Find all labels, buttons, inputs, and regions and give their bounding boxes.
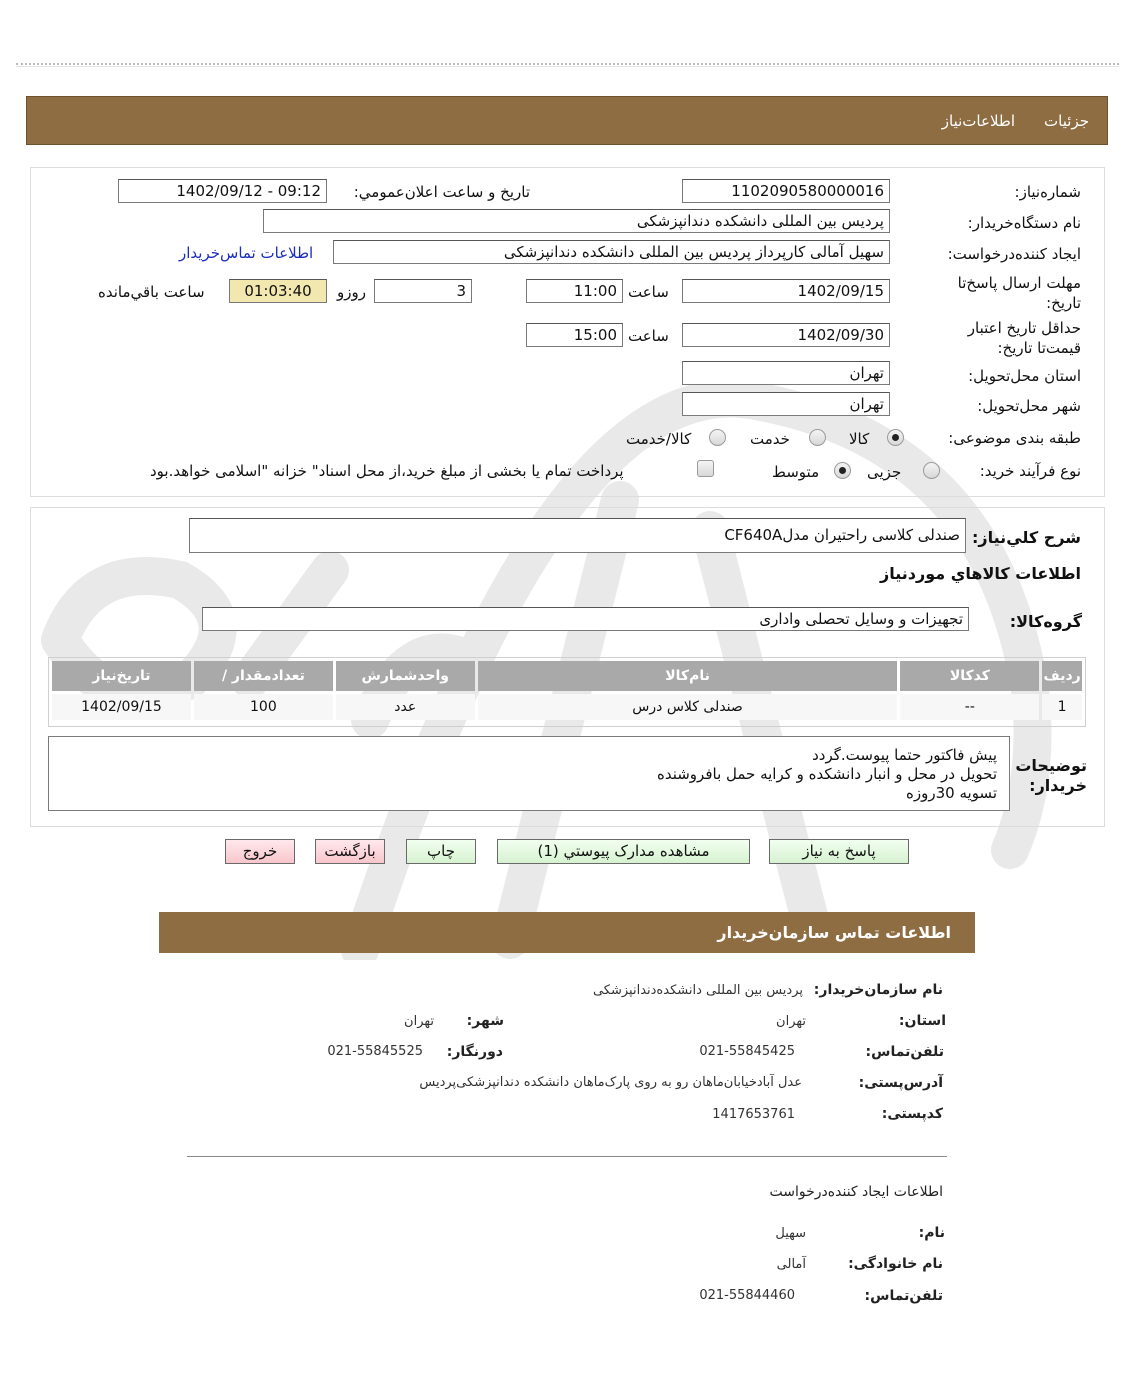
group-label: گروه‌کالا: — [1009, 612, 1082, 631]
category-goods-label: کالا — [849, 430, 870, 448]
tab-details[interactable]: جزئیات — [1044, 112, 1089, 130]
process-label: نوع فرآیند خرید: — [979, 462, 1081, 480]
buyer-org-field: پردیس بین المللی دانشکده دندانپزشکی — [263, 209, 890, 233]
items-table — [49, 658, 1085, 723]
deadline-time-field: 11:00 — [526, 279, 623, 303]
cell-qty: 100 — [194, 694, 333, 720]
days-field: 3 — [374, 279, 472, 303]
deadline-time-label: ساعت — [628, 283, 669, 301]
requester-title: اطلاعات ایجاد کننده‌درخواست — [769, 1184, 943, 1200]
contact-city-value: تهران — [404, 1014, 434, 1029]
buyer-note-line: تسویه 30روزه — [906, 784, 997, 802]
price-validity-time-label: ساعت — [628, 327, 669, 345]
contact-title: اطلاعات تماس سازمان‌خریدار — [717, 923, 951, 942]
tab-need-info[interactable]: اطلاعات‌نیاز — [941, 112, 1015, 130]
desc-label: شرح کلي‌نیاز: — [972, 528, 1081, 547]
contact-org-value: پردیس بین المللی دانشکده‌دندانپزشکی — [592, 983, 803, 998]
need-number-label: شماره‌نیاز: — [1014, 183, 1081, 201]
contact-postal-label: کد‌پستی: — [881, 1106, 943, 1122]
contact-org-label: نام سازمان‌خریدار: — [813, 982, 943, 998]
back-button[interactable]: بازگشت — [315, 839, 385, 864]
contact-address-label: آدرس‌پستی: — [858, 1075, 943, 1091]
print-button[interactable]: چاپ — [406, 839, 476, 864]
contact-fax-value: 021-55845525 — [327, 1044, 423, 1059]
respond-button[interactable]: پاسخ به نیاز — [769, 839, 909, 864]
cell-date: 1402/09/15 — [52, 694, 191, 720]
cell-code: -- — [900, 694, 1039, 720]
price-validity-date-field: 1402/09/30 — [682, 323, 890, 347]
creator-label: ایجاد کننده‌درخواست: — [947, 245, 1081, 263]
days-label: روزو — [337, 283, 366, 301]
contact-title-bar — [159, 912, 975, 953]
desc-field: صندلی کلاسی راحتیران مدلCF640A — [189, 518, 966, 553]
requester-last-name-value: آمالی — [776, 1257, 806, 1272]
announce-field: 1402/09/12 - 09:12 — [118, 179, 327, 203]
creator-field: سهیل آمالی کارپرداز پردیس بین المللی دانشکده دندانپزشکی — [333, 240, 890, 264]
col-code: کدکالا — [900, 661, 1039, 691]
buyer-org-label: نام دستگاه‌خریدار: — [967, 214, 1081, 232]
remaining-time-field: 01:03:40 — [229, 279, 327, 303]
col-row: ردیف — [1042, 661, 1082, 691]
contact-phone-value: 021-55845425 — [699, 1044, 795, 1059]
group-field: تجهیزات و وسایل تحصلی واداری — [202, 607, 969, 631]
price-validity-label: حداقل تاریخ اعتبار قیمت‌تا تاریخ: — [967, 319, 1081, 357]
contact-city-label: شهر: — [466, 1013, 504, 1029]
contact-address-value: عدل آباد‌خیابان‌ماهان رو به روی پارک‌ماهان دانشکده دندانپزشکی‌پردیس — [419, 1075, 802, 1090]
payment-checkbox[interactable] — [697, 460, 714, 477]
process-medium-radio[interactable] — [834, 462, 851, 479]
city-label: شهر محل‌تحویل: — [977, 397, 1081, 415]
deadline-label: مهلت ارسال پاسخ‌تا تاریخ: — [957, 274, 1081, 312]
process-medium-label: متوسط — [772, 463, 820, 481]
category-service-label: خدمت — [750, 430, 790, 448]
payment-note: پرداخت تمام یا بخشی از مبلغ خرید،از محل اسناد" خزانه "اسلامی خواهد.بود — [150, 462, 624, 480]
requester-phone-label: تلفن‌تماس: — [864, 1288, 943, 1304]
requester-phone-value: 021-55844460 — [699, 1288, 795, 1303]
requester-first-name-label: نام: — [918, 1225, 945, 1241]
buyer-notes-label: توضیحات خریدار: — [1015, 756, 1087, 795]
announce-label: تاریخ و ساعت اعلان‌عمومي: — [353, 183, 530, 201]
remaining-label: ساعت باقي‌مانده — [98, 283, 205, 301]
col-unit: واحدشمارش — [336, 661, 475, 691]
contact-phone-label: تلفن‌تماس: — [865, 1044, 944, 1060]
category-service-radio[interactable] — [809, 429, 826, 446]
contact-province-value: تهران — [776, 1014, 806, 1029]
goods-info-title: اطلاعات کالاهاي موردنیاز — [880, 564, 1081, 583]
deadline-date-field: 1402/09/15 — [682, 279, 890, 303]
category-goods-service-radio[interactable] — [709, 429, 726, 446]
need-number-field: 1102090580000016 — [682, 179, 890, 203]
buyer-contact-link[interactable]: اطلاعات تماس‌خریدار — [179, 244, 314, 262]
table-row — [52, 694, 1082, 720]
contact-postal-value: 1417653761 — [712, 1107, 795, 1122]
process-minor-radio[interactable] — [923, 462, 940, 479]
province-label: استان محل‌تحویل: — [968, 367, 1081, 385]
contact-fax-label: دورنگار: — [446, 1044, 503, 1060]
top-separator — [16, 63, 1119, 67]
buyer-note-line: تحویل در محل و انبار دانشکده و کرایه حمل بافروشنده — [656, 765, 997, 783]
process-minor-label: جزیی — [867, 463, 902, 481]
col-qty: تعدادمقدار / — [194, 661, 333, 691]
province-field: تهران — [682, 361, 890, 385]
requester-first-name-value: سهیل — [775, 1226, 806, 1241]
cell-name: صندلی کلاس درس — [478, 694, 898, 720]
header-bar — [26, 96, 1108, 145]
col-name: نام‌کالا — [478, 661, 898, 691]
cell-unit: عدد — [336, 694, 475, 720]
attachments-button[interactable]: مشاهده مدارک پیوستي (1) — [497, 839, 750, 864]
col-date: تاریخ‌نیاز — [52, 661, 191, 691]
exit-button[interactable]: خروج — [225, 839, 295, 864]
category-label: طبقه بندی موضوعی: — [948, 429, 1081, 447]
contact-divider — [187, 1156, 947, 1157]
price-validity-time-field: 15:00 — [526, 323, 623, 347]
city-field: تهران — [682, 392, 890, 416]
category-goods-radio[interactable] — [887, 429, 904, 446]
buyer-notes-box — [48, 736, 1010, 811]
category-goods-service-label: کالا/خدمت — [626, 430, 692, 448]
requester-last-name-label: نام خانوادگی: — [848, 1256, 943, 1272]
contact-province-label: استان: — [898, 1013, 946, 1029]
buyer-note-line: پیش فاکتور حتما پیوست.گردد — [812, 746, 997, 764]
cell-row: 1 — [1042, 694, 1082, 720]
